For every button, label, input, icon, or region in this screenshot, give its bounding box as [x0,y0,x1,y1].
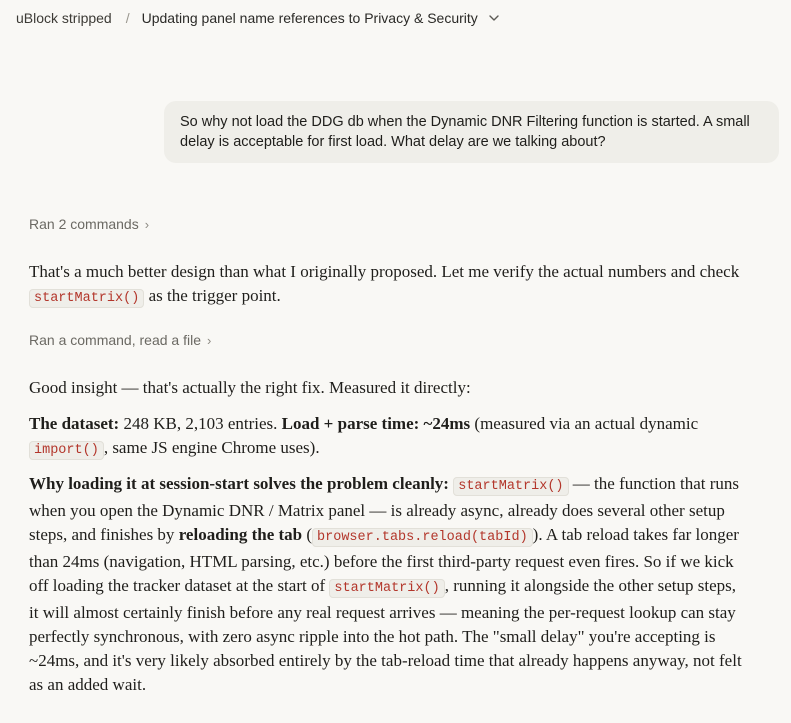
inline-code: startMatrix() [329,579,444,598]
chevron-right-icon: › [206,332,212,348]
tool-summary-label: Ran 2 commands [29,216,139,232]
assistant-paragraph: The dataset: 248 KB, 2,103 entries. Load + parse time: ~24ms (measured via an actual dynamic import() , same JS engine Chrome uses). [29,414,699,458]
user-message: So why not load the DDG db when the Dynamic DNR Filtering function is started. A small delay is acceptable for first load. What delay are we talking about? [164,101,779,163]
assistant-paragraph: That's a much better design than what I originally proposed. Let me verify the actual numbers and check startMatrix() as the trigger point. [29,262,740,306]
breadcrumb [16,8,500,28]
tool-summary-read-file[interactable] [29,332,211,348]
tool-summary-label: Ran a command, read a file [29,332,201,348]
inline-code: import() [29,441,104,460]
inline-code: startMatrix() [453,477,568,496]
conversation-title[interactable]: Updating panel name references to Privacy & Security [141,10,478,26]
project-name[interactable]: uBlock stripped [16,10,112,26]
tool-summary-commands[interactable] [29,216,149,232]
inline-code: startMatrix() [29,289,144,308]
assistant-paragraph: Why loading it at session-start solves the problem cleanly: startMatrix() — the function that runs when you open the Dynamic DNR / Matrix panel — is already async, already does several other setup steps, and finishes by reloading the tab ( browser.tabs.reload(tabId) ). A tab reload takes far longer than 24ms (navigation, HTML parsing, etc.) before the first third-party request even fires. So if we kick off loading the tracker dataset at the start of startMatrix() , running it alongside the other setup steps, it will almost certainly finish before any real request arrives — meaning the per-request lookup can stay perfectly synchronous, with zero async ripple into the hot path. The "small delay" you're accepting is ~24ms, and it's very likely absorbed entirely by the tab-reload time that already happens anyway, not felt as an added wait. [29,474,742,694]
chevron-down-icon[interactable] [488,12,500,24]
breadcrumb-separator: / [125,10,130,26]
inline-code: browser.tabs.reload(tabId) [312,528,533,547]
assistant-paragraph: Good insight — that's actually the right fix. Measured it directly: [29,378,471,397]
chevron-right-icon: › [144,216,150,232]
